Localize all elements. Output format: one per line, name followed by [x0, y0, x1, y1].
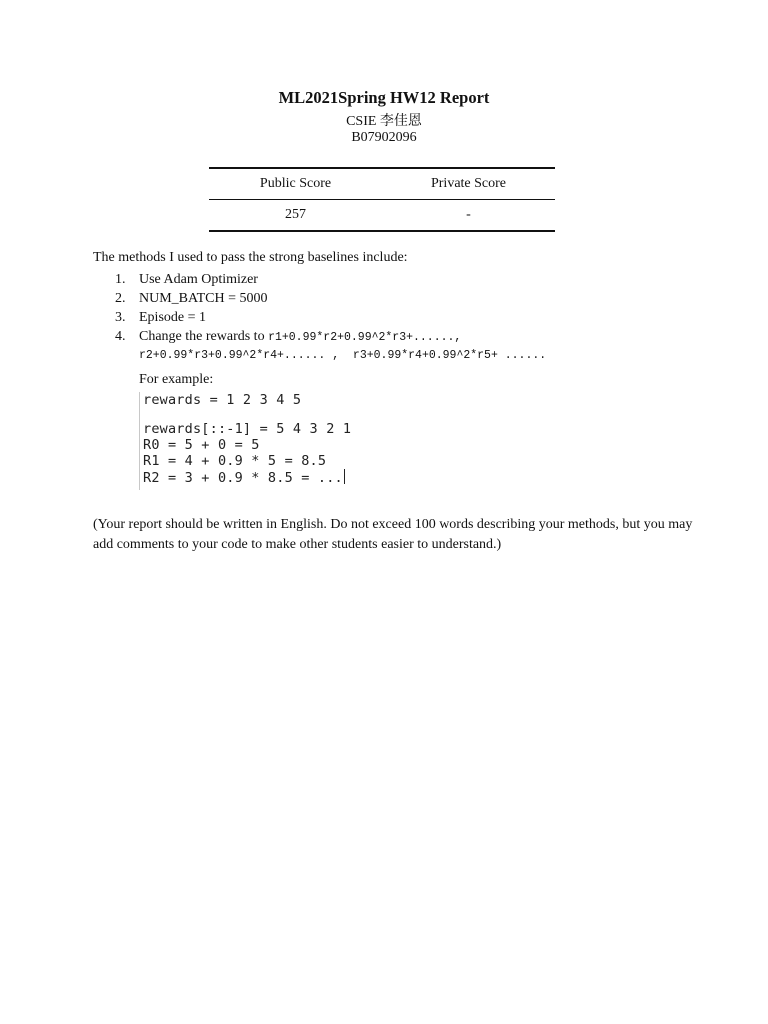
list-item-number: 4. [115, 329, 126, 344]
methods-intro: The methods I used to pass the strong baselines include: [93, 250, 408, 265]
private-score-header: Private Score [430, 176, 507, 191]
list-item-text: Change the rewards to [139, 329, 269, 344]
list-item-number: 3. [115, 310, 126, 325]
list-item-text: Episode = 1 [139, 310, 206, 325]
code-line: R0 = 5 + 0 = 5 [143, 437, 260, 453]
score-table [209, 167, 555, 232]
code-line: rewards = 1 2 3 4 5 [143, 392, 302, 408]
list-item-text: NUM_BATCH = 5000 [139, 291, 268, 306]
code-example [139, 392, 352, 490]
reward-formula-continued: r2+0.99*r3+0.99^2*r4+...... , r3+0.99*r4+0.99^2*r5+ ...... [139, 349, 547, 362]
private-score-value: - [466, 207, 471, 222]
list-item-number: 1. [115, 272, 126, 287]
list-item [93, 270, 713, 289]
example-label: For example: [139, 372, 214, 387]
list-item [93, 289, 713, 308]
code-line-last [143, 469, 345, 486]
student-id: B07902096 [351, 130, 417, 145]
reward-formula: r1+0.99*r2+0.99^2*r3+......, [268, 331, 462, 344]
table-row [209, 200, 555, 232]
public-score-value: 257 [285, 207, 306, 222]
code-line-text: R2 = 3 + 0.9 * 8.5 = ... [143, 470, 343, 486]
list-item [93, 327, 713, 346]
public-score-header: Public Score [259, 176, 332, 191]
score-table-header-row [209, 168, 555, 200]
report-footnote: (Your report should be written in English. Do not exceed 100 words describing your methods, but you may add comments to your code to make other students easier to understand.) [93, 517, 693, 552]
list-item-number: 2. [115, 291, 126, 306]
code-line: R1 = 4 + 0.9 * 5 = 8.5 [143, 453, 327, 469]
method-list [93, 270, 713, 346]
text-cursor [344, 469, 345, 484]
report-title: ML2021Spring HW12 Report [278, 88, 490, 107]
report-subtitle: CSIE 李佳恩 [346, 114, 422, 129]
list-item-text: Use Adam Optimizer [139, 272, 258, 287]
list-item [93, 308, 713, 327]
code-line: rewards[::-1] = 5 4 3 2 1 [143, 421, 352, 437]
